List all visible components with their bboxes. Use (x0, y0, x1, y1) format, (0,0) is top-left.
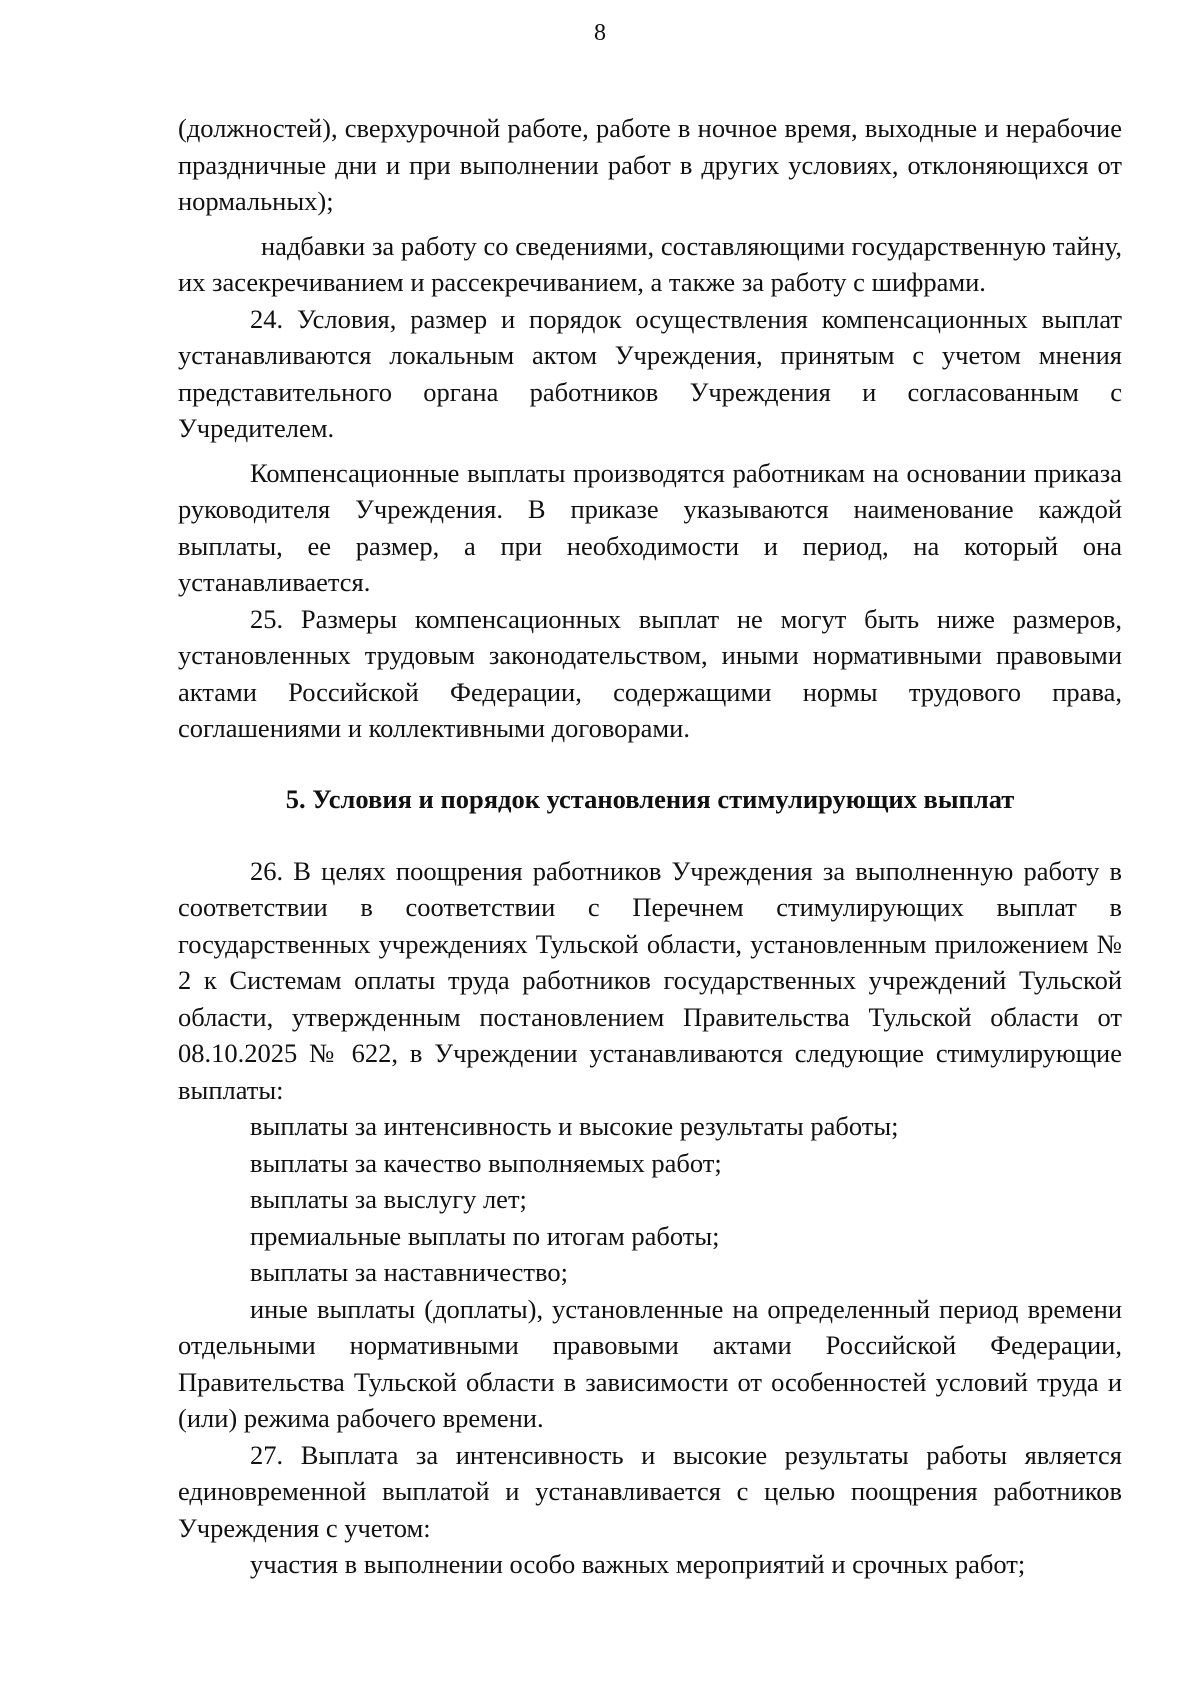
paragraph: надбавки за работу со сведениями, составляющими государственную тайну, их засекречиванием и рассекречиванием, а также за работу с шифрами. (178, 230, 1122, 297)
document-body (178, 110, 1122, 1583)
section-heading: 5. Условия и порядок установления стимулирующих выплат (285, 783, 1015, 814)
paragraph-clause-27: 27. Выплата за интенсивность и высокие результаты работы является единовременной выплатой и устанавливается с целью поощрения работников Учреждения с учетом: (178, 1439, 1122, 1543)
paragraph: иные выплаты (доплаты), установленные на определенный период времени отдельными нормативными правовыми актами Российской Федерации, Правительства Тульской области в зависимости от особенностей условий труда и (или) режима рабочего времени. (178, 1293, 1122, 1433)
list-item: выплаты за качество выполняемых работ; (250, 1147, 722, 1178)
paragraph: Компенсационные выплаты производятся работникам на основании приказа руководителя Учреждения. В приказе указываются наименование каждой выплаты, ее размер, а при необходимости и период, на который она устанавливается. (178, 457, 1122, 597)
paragraph: (должностей), сверхурочной работе, работе в ночное время, выходные и нерабочие праздничные дни и при выполнении работ в других условиях, отклоняющихся от нормальных); (178, 113, 1122, 216)
paragraph-clause-26: 26. В целях поощрения работников Учреждения за выполненную работу в соответствии в соответствии с Перечнем стимулирующих выплат в государственных учреждениях Тульской области, установленным приложением № 2 к Системам оплаты труда работников государственных учреждений Тульской области, утвержденным постановлением Правительства Тульской области от 08.10.2025 № 622, в Учреждении устанавливаются следующие стимулирующие выплаты: (178, 855, 1122, 1105)
list-item: премиальные выплаты по итогам работы; (250, 1220, 720, 1251)
list-item: выплаты за выслугу лет; (250, 1184, 527, 1214)
paragraph-clause-25: 25. Размеры компенсационных выплат не могут быть ниже размеров, установленных трудовым законодательством, иными нормативными правовыми актами Российской Федерации, содержащими нормы трудового права, соглашениями и коллективными договорами. (178, 603, 1122, 743)
list-item: выплаты за наставничество; (250, 1257, 568, 1287)
list-item: выплаты за интенсивность и высокие результаты работы; (250, 1111, 899, 1141)
paragraph-clause-24: 24. Условия, размер и порядок осуществления компенсационных выплат устанавливаются локальным актом Учреждения, принятым с учетом мнения представительного органа работников Учреждения и согласованным с Учредителем. (178, 303, 1122, 443)
page-number: 8 (594, 20, 606, 46)
list-item: участия в выполнении особо важных мероприятий и срочных работ; (250, 1549, 1026, 1579)
